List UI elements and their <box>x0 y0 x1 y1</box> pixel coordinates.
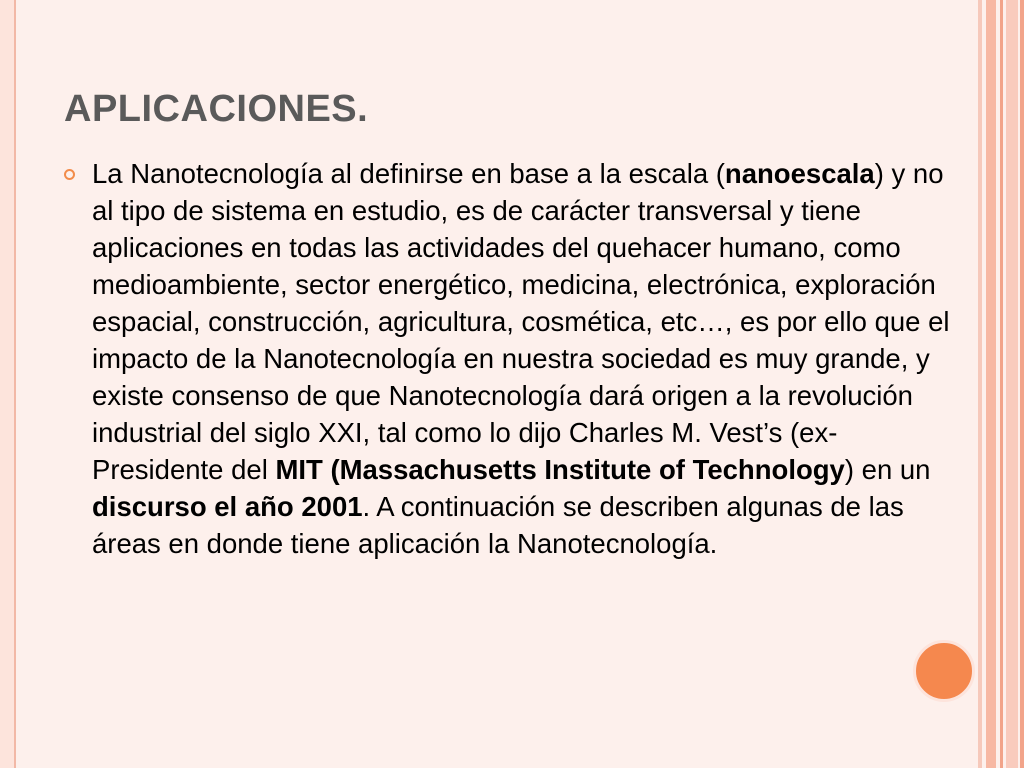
text-segment: ) en un <box>844 454 931 485</box>
orange-circle-decoration <box>913 640 975 702</box>
text-segment: . A continuación se describen algunas de las áreas en donde tiene aplicación la Nanotecnología. <box>92 491 904 559</box>
text-segment: La Nanotecnología al definirse en base a la escala ( <box>92 158 725 189</box>
right-stripes-decoration <box>978 0 1024 768</box>
bullet-circle-icon <box>64 169 75 180</box>
text-segment-bold: MIT (Massachusetts Institute of Technology <box>275 454 845 485</box>
text-segment: ) y no al tipo de sistema en estudio, es de carácter transversal y tiene aplicaciones en todas las actividades del quehacer humano, como medioambiente, sector energético, medicina, electrónica, exploración espacial, construcción, agricultura, cosmética, etc…, es por ello que el impacto de la Nanotecnología en nuestra sociedad es muy grande, y existe consenso de que Nanotecnología dará origen a la revolución industrial del siglo XXI, tal como lo dijo Charles M. Vest’s (ex-Presidente del <box>92 158 950 485</box>
bullet-text <box>92 155 967 562</box>
left-border-decoration <box>0 0 16 768</box>
text-segment-bold: discurso el año 2001 <box>92 491 363 522</box>
slide-title: APLICACIONES. <box>64 88 369 130</box>
text-segment-bold: nanoescala <box>724 158 875 189</box>
